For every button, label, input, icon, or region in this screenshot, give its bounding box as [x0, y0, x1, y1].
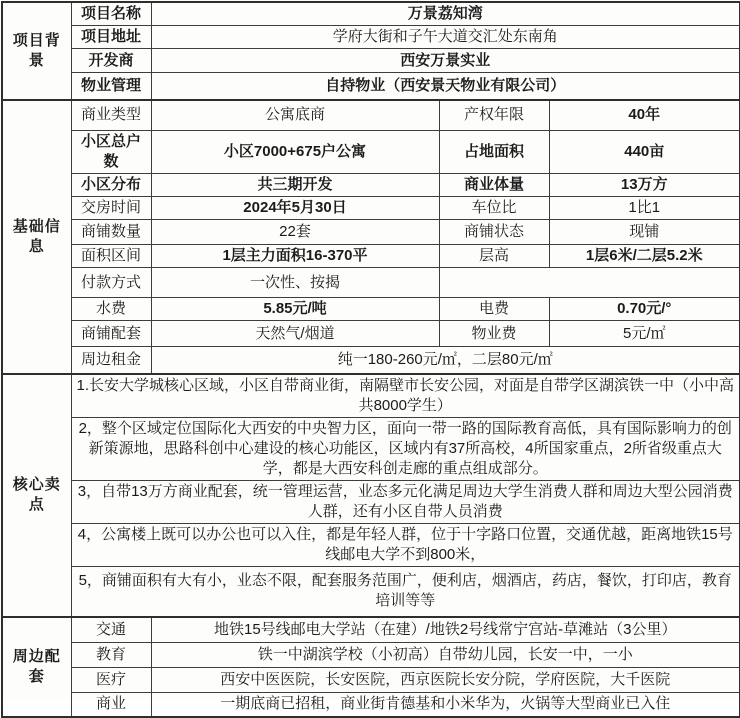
field-label-ownership-years: 产权年限 — [439, 100, 549, 131]
field-label-floor-height: 层高 — [439, 245, 549, 268]
empty-cell — [439, 268, 740, 298]
selling-point-1: 1.长安大学城核心区域，小区自带商业街，南隔壁市长安公园，对面是自带学区湖滨铁一中（小中高共8000学生） — [71, 374, 740, 418]
selling-point-4: 4，公寓楼上既可以办公也可以入住，都是年轻人群，位于十字路口位置，交通优越，距离地铁15号线邮电大学不到800米， — [71, 523, 740, 566]
field-value-ownership-years: 40年 — [549, 100, 740, 131]
field-label-shop-count: 商铺数量 — [71, 220, 151, 245]
field-value-nearby-rent: 纯一180-260元/㎡，二层80元/㎡ — [151, 347, 740, 374]
selling-point-5: 5，商铺面积有大有小，业态不限，配套服务范围广，便利店，烟酒店，药店，餐饮，打印店，教育培训等等 — [71, 566, 740, 617]
field-value-phases: 共三期开发 — [151, 174, 439, 197]
field-label-property-management: 物业管理 — [71, 73, 151, 100]
field-label-transport: 交通 — [71, 617, 151, 642]
field-value-project-name: 万景荔知湾 — [151, 2, 740, 26]
field-value-shop-utilities: 天然气/烟道 — [151, 321, 439, 347]
field-label-developer: 开发商 — [71, 49, 151, 73]
field-label-electricity-fee: 电费 — [439, 298, 549, 321]
field-label-management-fee: 物业费 — [439, 321, 549, 347]
field-label-water-fee: 水费 — [71, 298, 151, 321]
field-label-delivery-date: 交房时间 — [71, 197, 151, 220]
section-header-selling-points: 核心卖点 — [2, 374, 71, 618]
field-value-commercial-volume: 13万方 — [549, 174, 740, 197]
field-label-nearby-rent: 周边租金 — [71, 347, 151, 374]
field-value-property-management: 自持物业（西安景天物业有限公司） — [151, 73, 740, 100]
field-label-project-name: 项目名称 — [71, 2, 151, 26]
field-label-area-range: 面积区间 — [71, 245, 151, 268]
field-label-medical: 医疗 — [71, 667, 151, 692]
field-label-phases: 小区分布 — [71, 174, 151, 197]
field-value-parking-ratio: 1比1 — [549, 197, 740, 220]
section-header-project-background: 项目背景 — [2, 2, 71, 100]
field-value-business-type: 公寓底商 — [151, 100, 439, 131]
selling-point-2: 2，整个区域定位国际化大西安的中央智力区，面向一带一路的国际教育高低，具有国际影响力的创新策源地，思路科创中心建设的核心功能区，区域内有37所高校，4所国家重点，2所省级重点大学，都是大西安科创走廊的重点组成部分。 — [71, 417, 740, 480]
field-value-payment-method: 一次性、按揭 — [151, 268, 439, 298]
field-value-delivery-date: 2024年5月30日 — [151, 197, 439, 220]
field-label-shop-status: 商铺状态 — [439, 220, 549, 245]
field-label-commerce: 商业 — [71, 692, 151, 717]
field-value-water-fee: 5.85元/吨 — [151, 298, 439, 321]
field-value-transport: 地铁15号线邮电大学站（在建）/地铁2号线常宁宫站-草滩站（3公里） — [151, 617, 740, 642]
field-value-education: 铁一中湖滨学校（小初高）自带幼儿园，长安一中，一小 — [151, 642, 740, 667]
field-label-parking-ratio: 车位比 — [439, 197, 549, 220]
section-header-amenities: 周边配套 — [2, 617, 71, 717]
field-label-project-address: 项目地址 — [71, 26, 151, 49]
field-label-business-type: 商业类型 — [71, 100, 151, 131]
field-value-project-address: 学府大街和子午大道交汇处东南角 — [151, 26, 740, 49]
field-label-land-area: 占地面积 — [439, 131, 549, 174]
field-label-education: 教育 — [71, 642, 151, 667]
field-value-total-households: 小区7000+675户公寓 — [151, 131, 439, 174]
field-value-land-area: 440亩 — [549, 131, 740, 174]
section-header-basic-info: 基础信息 — [2, 100, 71, 374]
field-label-commercial-volume: 商业体量 — [439, 174, 549, 197]
field-value-management-fee: 5元/㎡ — [549, 321, 740, 347]
field-value-shop-count: 22套 — [151, 220, 439, 245]
field-label-total-households: 小区总户数 — [71, 131, 151, 174]
field-value-area-range: 1层主力面积16-370平 — [151, 245, 439, 268]
field-value-electricity-fee: 0.70元/° — [549, 298, 740, 321]
field-label-shop-utilities: 商铺配套 — [71, 321, 151, 347]
field-value-medical: 西安中医医院，长安医院，西京医院长安分院，学府医院，大千医院 — [151, 667, 740, 692]
field-label-payment-method: 付款方式 — [71, 268, 151, 298]
field-value-shop-status: 现铺 — [549, 220, 740, 245]
property-info-table — [1, 1, 740, 718]
selling-point-3: 3，自带13万方商业配套，统一管理运营，业态多元化满足周边大学生消费人群和周边大型公园消费人群，还有小区自带人员消费 — [71, 480, 740, 523]
field-value-developer: 西安万景实业 — [151, 49, 740, 73]
field-value-floor-height: 1层6米/二层5.2米 — [549, 245, 740, 268]
field-value-commerce: 一期底商已招租，商业街肯德基和小米华为，火锅等大型商业已入住 — [151, 692, 740, 717]
